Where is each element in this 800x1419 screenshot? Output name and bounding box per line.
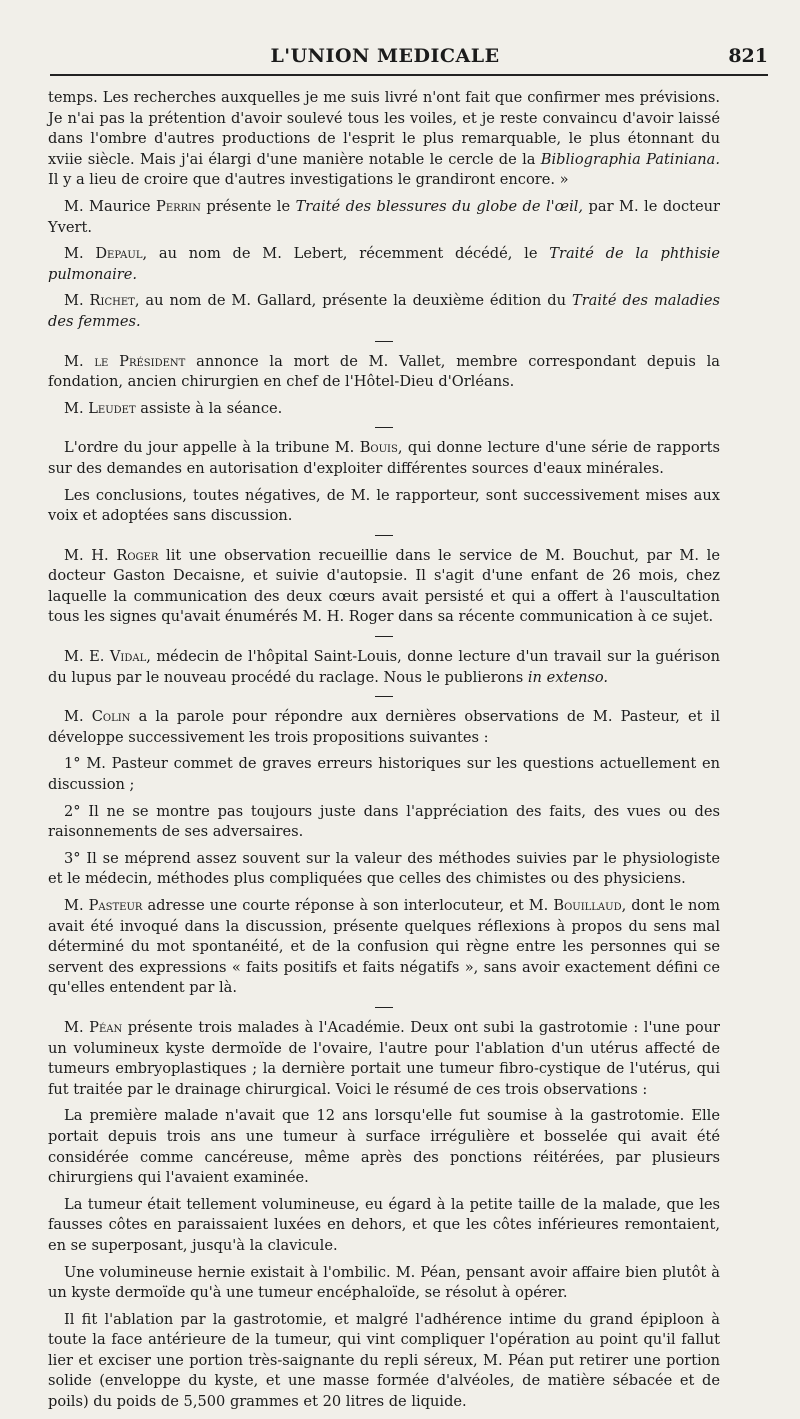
italic-title: in extenso. <box>527 668 609 686</box>
text-span: présente le <box>200 197 296 215</box>
paragraph <box>48 88 720 191</box>
section-separator <box>375 535 393 536</box>
text-span: présente trois malades à l'Académie. Deux ont subi la gastrotomie : l'une pour un volumineux kyste dermoïde de l'ovaire, l'autre pour l'ablation d'un utérus affecté de tumeurs embryoplastiques ; la dernière portait une tumeur fibro-cystique de l'utérus, qui fut traitée par le drainage chirurgical. Voici le résumé de ces trois observations : <box>48 1018 720 1098</box>
paragraph <box>48 802 720 843</box>
paragraph <box>48 1106 720 1188</box>
text-span: temps. Les recherches auxquelles je me suis livré n'ont fait que confirmer mes prévisions. Je n'ai pas la prétention d'avoir soulevé tous les voiles, et je reste convaincu d'avoir laissé dans l'ombre d'autres productions de l'esprit le plus remarquable, le plus étonnant du xviie siècle. Mais j'ai élargi d'une manière notable le cercle de la <box>48 89 720 168</box>
person-name: Vidal <box>109 648 147 666</box>
paragraph <box>48 896 720 999</box>
text-span: M. <box>64 897 89 914</box>
text-span: Une volumineuse hernie existait à l'ombilic. M. Péan, pensant avoir affaire bien plutôt à un kyste dermoïde qu'à une tumeur encéphaloïde, se résolut à opérer. <box>48 1263 720 1302</box>
paragraph <box>48 1018 720 1100</box>
paragraph <box>48 707 720 748</box>
paragraph <box>48 546 720 628</box>
paragraph <box>48 1310 720 1413</box>
text-span: M. E. <box>64 648 110 666</box>
section-separator <box>375 636 393 637</box>
body-text <box>48 88 720 1419</box>
text-span: M. <box>64 245 96 263</box>
section-separator <box>375 341 393 342</box>
text-span: M. <box>64 708 92 726</box>
paragraph <box>48 647 720 688</box>
section-separator <box>375 427 393 428</box>
paragraph <box>48 244 720 285</box>
person-name: Richet <box>89 292 135 310</box>
text-span: 3° Il se méprend assez souvent sur la valeur des méthodes suivies par le physiologiste et le médecin, méthodes plus compliquées que celles des chimistes ou des physiciens. <box>48 849 720 888</box>
text-span: a la parole pour répondre aux dernières observations de M. Pasteur, et il développe successivement les trois propositions suivantes : <box>48 708 720 746</box>
text-span: La tumeur était tellement volumineuse, eu égard à la petite taille de la malade, que les fausses côtes en paraissaient luxées en dehors, et que les côtes inférieures remontaient, en se superposant, jusqu'à la clavicule. <box>48 1195 720 1254</box>
section-separator <box>375 1007 393 1008</box>
paragraph <box>48 1263 720 1304</box>
section-separator <box>375 696 393 697</box>
text-span: M. <box>64 292 90 310</box>
person-name: Roger <box>116 546 159 564</box>
italic-title: Traité des blessures du globe de l'œil, <box>295 197 584 215</box>
text-span: adresse une courte réponse à son interlocuteur, et M. <box>142 897 554 914</box>
text-span: , au nom de M. Gallard, présente la deuxième édition du <box>134 292 572 310</box>
person-name: Colin <box>91 708 131 726</box>
text-span: annonce la mort de M. Vallet, membre correspondant depuis la fondation, ancien chirurgien en chef de l'Hôtel-Dieu d'Orléans. <box>48 352 720 391</box>
text-span: M. Maurice <box>64 197 156 215</box>
text-span: par M. le docteur Yvert. <box>48 197 720 236</box>
paragraph <box>48 352 720 393</box>
text-span: , médecin de l'hôpital Saint-Louis, donne lecture d'un travail sur la guérison du lupus par le nouveau procédé du raclage. Nous le publierons <box>48 648 720 686</box>
text-span: lit une observation recueillie dans le service de M. Bouchut, par M. le docteur Gaston Decaisne, et suivie d'autopsie. Il s'agit d'une enfant de 26 mois, chez laquelle la communication des deux cœurs avait persisté et qui a offert à l'auscultation tous les signes qu'avait énumérés M. H. Roger dans sa récente communication à ce sujet. <box>48 546 720 626</box>
italic-title: Bibliographia Patiniana. <box>540 150 720 168</box>
page-number: 821 <box>728 45 768 67</box>
header-rule <box>50 74 768 76</box>
paragraph <box>48 291 720 332</box>
text-span: Les conclusions, toutes négatives, de M. le rapporteur, sont successivement mises aux voix et adoptées sans discussion. <box>48 486 720 525</box>
text-span: 1° M. Pasteur commet de graves erreurs historiques sur les questions actuellement en discussion ; <box>48 755 720 794</box>
paragraph <box>48 438 720 479</box>
text-span: Il fit l'ablation par la gastrotomie, et malgré l'adhérence intime du grand épiploon à toute la face antérieure de la tumeur, qui vint compliquer l'opération au point qu'il fallut lier et exciser une portion très-saignante du repli séreux, M. Péan put retirer une portion solide (enveloppe du kyste, et une masse formée d'alvéoles, de matière sébacée et de poils) du poids de 5,500 grammes et 20 litres de liquide. <box>48 1310 720 1411</box>
person-name: Bouillaud <box>553 897 622 914</box>
text-span: assiste à la séance. <box>135 399 283 417</box>
text-span: , dont le nom avait été invoqué dans la discussion, présente quelques réflexions à propos du sens mal déterminé du mot spontanéité, et de la confusion qui règne entre les personnes qui se servent des expressions « faits positifs et faits négatifs », sans avoir exactement défini ce qu'elles entendent par là. <box>48 897 720 997</box>
text-span: , qui donne lecture d'une série de rapports sur des demandes en autorisation d'exploiter différentes sources d'eaux minérales. <box>48 439 720 477</box>
paragraph <box>48 486 720 527</box>
person-name: Depaul <box>95 245 143 263</box>
person-name: Péan <box>89 1018 123 1036</box>
paragraph <box>48 197 720 238</box>
paragraph <box>48 754 720 795</box>
text-span: M. <box>64 352 95 370</box>
page-header <box>50 40 768 76</box>
text-span: La première malade n'avait que 12 ans lorsqu'elle fut soumise à la gastrotomie. Elle portait depuis trois ans une tumeur à surface irrégulière et bosselée qui avait été considérée comme cancéreuse, même après des ponctions réitérées, par plusieurs chirurgiens qui l'avaient examinée. <box>48 1107 720 1187</box>
text-span: M. H. <box>64 546 117 564</box>
text-span: L'ordre du jour appelle à la tribune M. <box>64 439 360 457</box>
text-span: M. <box>64 1018 90 1036</box>
paragraph <box>48 399 720 420</box>
text-span: , au nom de M. Lebert, récemment décédé, le <box>142 245 550 263</box>
paragraph <box>48 849 720 890</box>
italic-title: Traité de la phthisie pulmonaire. <box>48 245 720 283</box>
person-name: le Président <box>94 352 186 370</box>
person-name: Perrin <box>156 197 201 215</box>
person-name: Bouis <box>359 439 398 457</box>
paragraph <box>48 1195 720 1257</box>
person-name: Leudet <box>88 399 136 417</box>
running-title: L'UNION MEDICALE <box>270 45 500 67</box>
text-span: M. <box>64 399 89 417</box>
text-span: 2° Il ne se montre pas toujours juste dans l'appréciation des faits, des vues ou des raisonnements de ses adversaires. <box>48 802 720 841</box>
text-span: Il y a lieu de croire que d'autres investigations le grandiront encore. » <box>48 171 569 189</box>
person-name: Pasteur <box>88 897 143 914</box>
italic-title: Traité des maladies des femmes. <box>48 292 720 330</box>
